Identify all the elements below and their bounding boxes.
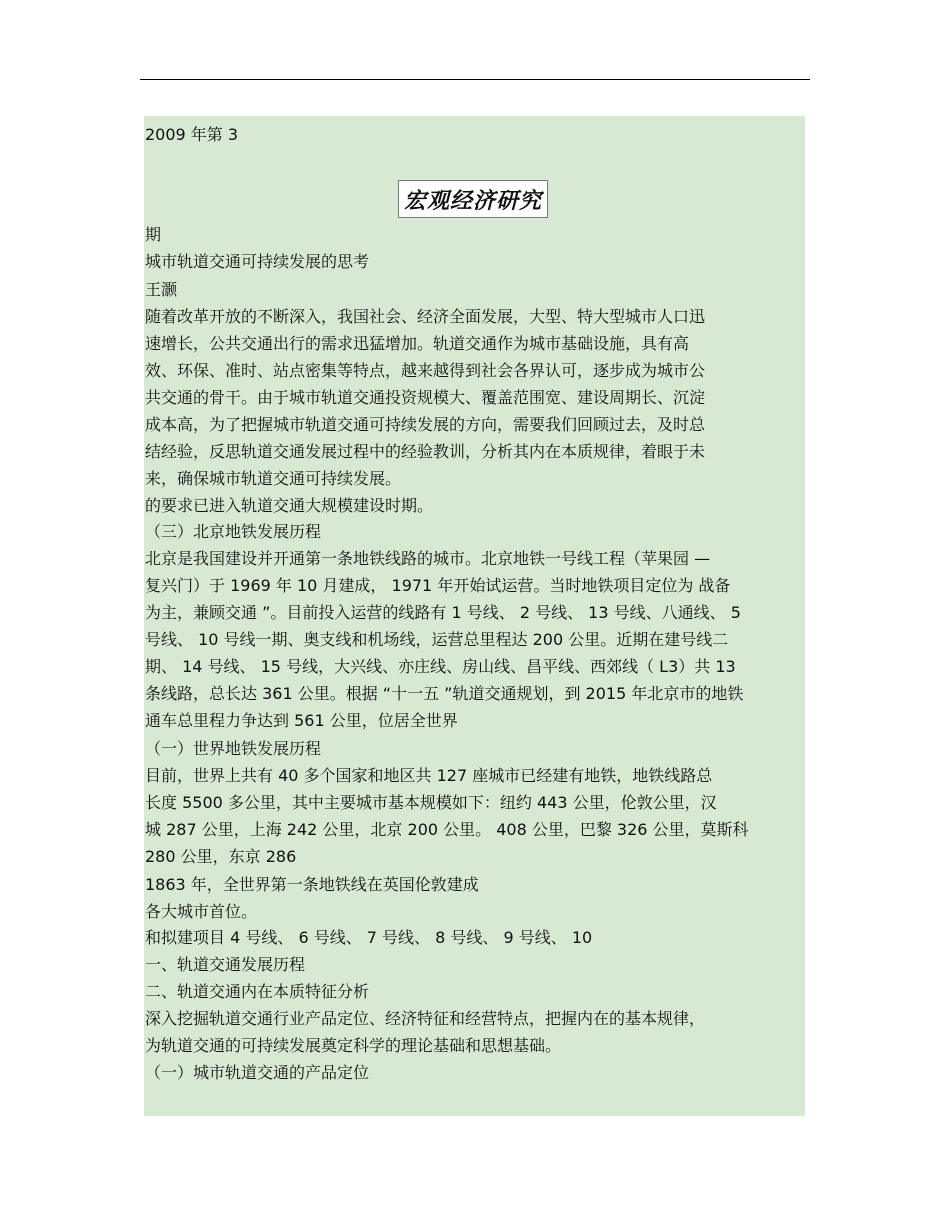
text-line: （一）城市轨道交通的产品定位 [145, 1063, 370, 1082]
text-line: 二、轨道交通内在本质特征分析 [145, 982, 370, 1001]
text-line: 深入挖掘轨道交通行业产品定位、经济特征和经营特点，把握内在的基本规律， [145, 1009, 706, 1028]
text-line: 结经验，反思轨道交通发展过程中的经验教训，分析其内在本质规律，着眼于未 [145, 442, 706, 461]
text-line: 城 287 公里，上海 242 公里，北京 200 公里。 408 公里，巴黎 326 公里，莫斯科 [145, 820, 749, 839]
text-line: 长度 5500 多公里，其中主要城市基本规模如下：纽约 443 公里，伦敦公里，汉 [145, 793, 717, 812]
text-line: 各大城市首位。 [145, 902, 258, 921]
text-line: 一、轨道交通发展历程 [145, 955, 306, 974]
text-line: 随着改革开放的不断深入，我国社会、经济全面发展，大型、特大型城市人口迅 [145, 307, 706, 326]
text-line: 目前，世界上共有 40 多个国家和地区共 127 座城市已经建有地铁，地铁线路总 [145, 766, 713, 785]
text-line: 复兴门）于 1969 年 10 月建成， 1971 年开始试运营。当时地铁项目定位为 战备 [145, 576, 731, 595]
text-line: 的要求已进入轨道交通大规模建设时期。 [145, 496, 434, 515]
text-line: 号线、 10 号线一期、奥支线和机场线，运营总里程达 200 公里。近期在建号线二 [145, 630, 729, 649]
text-line: 王灏 [145, 280, 178, 299]
text-line: （三）北京地铁发展历程 [145, 522, 322, 541]
text-line: 期 [145, 225, 162, 244]
text-line: 和拟建项目 4 号线、 6 号线、 7 号线、 8 号线、 9 号线、 10 [145, 928, 593, 947]
text-line: 为主，兼顾交通 ”。目前投入运营的线路有 1 号线、 2 号线、 13 号线、八通线、 5 [145, 603, 741, 622]
text-line: 280 公里，东京 286 [145, 847, 297, 866]
journal-logo-text: 宏观经济研究 [403, 187, 542, 214]
text-line: 成本高，为了把握城市轨道交通可持续发展的方向，需要我们回顾过去，及时总 [145, 415, 706, 434]
text-line: 效、环保、准时、站点密集等特点，越来越得到社会各界认可，逐步成为城市公 [145, 361, 706, 380]
text-line: 共交通的骨干。由于城市轨道交通投资规模大、覆盖范围宽、建设周期长、沉淀 [145, 388, 706, 407]
text-line: 城市轨道交通可持续发展的思考 [145, 252, 370, 271]
text-line: 来，确保城市轨道交通可持续发展。 [145, 469, 402, 488]
text-line: 1863 年，全世界第一条地铁线在英国伦敦建成 [145, 875, 479, 894]
header-rule [140, 79, 810, 80]
journal-logo [398, 180, 548, 218]
text-line: 通车总里程力争达到 561 公里，位居全世界 [145, 711, 458, 730]
text-line: 条线路，总长达 361 公里。根据 “十一五 ”轨道交通规划，到 2015 年北京市的地铁 [145, 684, 744, 703]
text-line: 北京是我国建设并开通第一条地铁线路的城市。北京地铁一号线工程（苹果园 — [145, 549, 711, 568]
text-line: （一）世界地铁发展历程 [145, 739, 322, 758]
text-line: 2009 年第 3 [145, 125, 239, 144]
text-line: 为轨道交通的可持续发展奠定科学的理论基础和思想基础。 [145, 1036, 562, 1055]
text-line: 期、 14 号线、 15 号线，大兴线、亦庄线、房山线、昌平线、西郊线（ L3）共 13 [145, 657, 736, 676]
text-line: 速增长，公共交通出行的需求迅猛增加。轨道交通作为城市基础设施，具有高 [145, 334, 690, 353]
